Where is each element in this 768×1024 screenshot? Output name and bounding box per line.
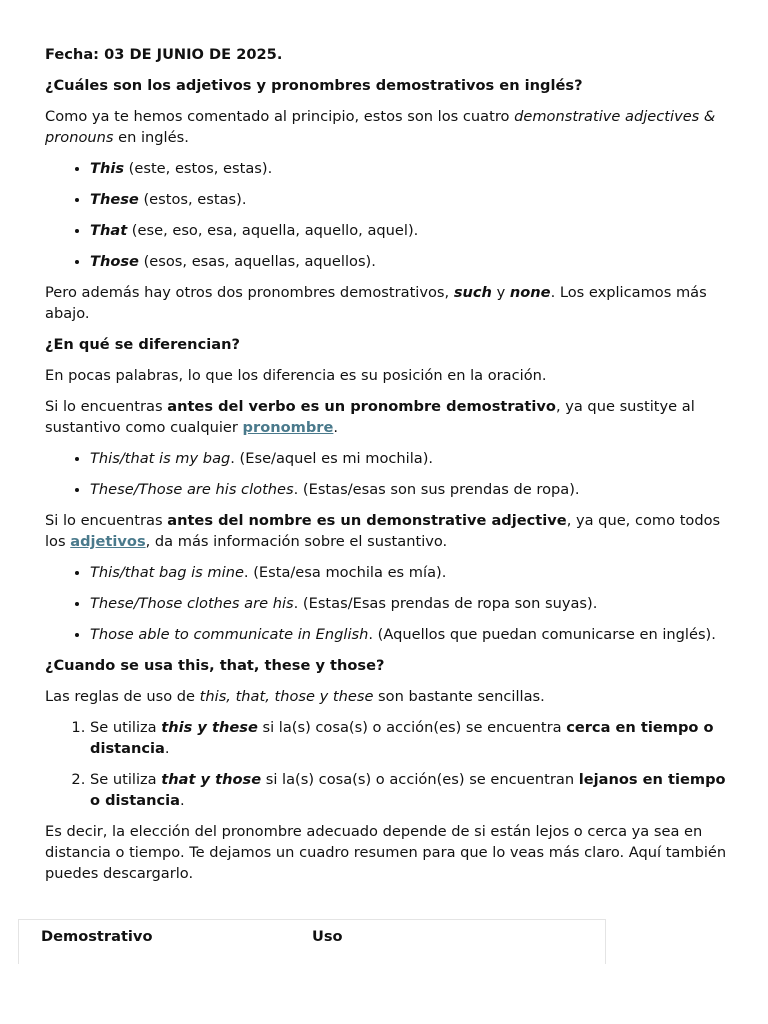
paragraph-text: . — [333, 419, 339, 436]
section-heading-cuando: ¿Cuando se usa this, that, these y those? — [45, 657, 385, 674]
rule-words: this y these — [161, 719, 258, 736]
example-english: This/that is my bag — [90, 450, 231, 467]
pronoun-paragraph — [45, 396, 727, 438]
pronoun-examples-list — [45, 448, 727, 500]
example-english: Those able to communicate in English — [90, 626, 369, 643]
paragraph-text: , ya que, como todos los — [45, 512, 721, 550]
section-heading-cuales: ¿Cuáles son los adjetivos y pronombres demostrativos en inglés? — [45, 77, 583, 94]
demonstrative-word: This — [90, 160, 125, 177]
rule-emphasis: lejanos en tiempo o distancia — [90, 771, 726, 809]
intro-paragraph — [45, 106, 727, 148]
rule-text: Se utiliza — [90, 719, 162, 736]
table-header-demostrativo: Demostrativo — [41, 928, 153, 945]
paragraph-bold: antes del nombre es un demonstrative adjective — [167, 512, 567, 529]
table-header-uso: Uso — [312, 928, 343, 945]
paragraph-text: Si lo encuentras — [45, 398, 168, 415]
list-item — [90, 479, 727, 500]
demonstratives-list — [45, 158, 727, 272]
intro-text-end: en inglés. — [113, 129, 189, 146]
list-item — [90, 251, 727, 272]
paragraph-text: y — [491, 284, 510, 301]
paragraph-text: Si lo encuentras — [45, 512, 168, 529]
example-english: This/that bag is mine — [90, 564, 244, 581]
list-item — [90, 448, 727, 469]
pronoun-none: none — [509, 284, 551, 301]
list-item — [90, 562, 727, 583]
rule-text: si la(s) cosa(s) o acción(es) se encuentra — [257, 719, 567, 736]
difference-paragraph: En pocas palabras, lo que los diferencia es su posición en la oración. — [45, 367, 547, 384]
rules-paragraph — [45, 686, 727, 707]
rule-words: that y those — [161, 771, 262, 788]
paragraph-text: son bastante sencillas. — [373, 688, 545, 705]
rule-text: . — [164, 740, 170, 757]
article-body — [45, 44, 727, 894]
article-date: Fecha: 03 DE JUNIO DE 2025. — [45, 46, 283, 63]
pronoun-such: such — [453, 284, 492, 301]
intro-italic: demonstrative adjectives & pronouns — [45, 108, 716, 146]
example-english: These/Those clothes are his — [90, 595, 294, 612]
example-translation: . (Ese/aquel es mi mochila). — [230, 450, 434, 467]
list-item — [90, 189, 727, 210]
pronombre-link[interactable]: pronombre — [242, 419, 334, 436]
paragraph-text: . Los explicamos más abajo. — [45, 284, 707, 322]
list-item — [90, 717, 727, 759]
paragraph-bold: antes del verbo es un pronombre demostrativo — [167, 398, 556, 415]
demonstrative-translation: (estos, estas). — [138, 191, 247, 208]
paragraph-text: Pero además hay otros dos pronombres demostrativos, — [45, 284, 454, 301]
section-heading-diferencian: ¿En qué se diferencian? — [45, 336, 240, 353]
example-english: These/Those are his clothes — [90, 481, 294, 498]
example-translation: . (Esta/esa mochila es mía). — [243, 564, 447, 581]
rule-text: si la(s) cosa(s) o acción(es) se encuentran — [261, 771, 579, 788]
paragraph-text: Las reglas de uso de — [45, 688, 200, 705]
list-item — [90, 220, 727, 241]
final-paragraph: Es decir, la elección del pronombre adecuado depende de si están lejos o cerca ya sea en distancia o tiempo. Te dejamos un cuadro resumen para que lo veas más claro. Aquí también puedes descargarlo. — [45, 823, 727, 882]
example-translation: . (Aquellos que puedan comunicarse en inglés). — [368, 626, 716, 643]
usage-rules-list — [45, 717, 727, 811]
demonstrative-translation: (esos, esas, aquellas, aquellos). — [138, 253, 376, 270]
list-item — [90, 158, 727, 179]
adjective-paragraph — [45, 510, 727, 552]
extra-pronouns-paragraph — [45, 282, 727, 324]
paragraph-italic: this, that, those y these — [199, 688, 374, 705]
demonstrative-word: That — [90, 222, 128, 239]
rule-text: . — [179, 792, 185, 809]
rule-text: Se utiliza — [90, 771, 162, 788]
adjetivos-link[interactable]: adjetivos — [70, 533, 146, 550]
list-item — [90, 769, 727, 811]
list-item — [90, 624, 727, 645]
demonstrative-word: These — [90, 191, 139, 208]
demonstrative-translation: (este, estos, estas). — [124, 160, 273, 177]
paragraph-text: , ya que sustitye al sustantivo como cualquier — [45, 398, 695, 436]
list-item — [90, 593, 727, 614]
example-translation: . (Estas/Esas prendas de ropa son suyas). — [293, 595, 598, 612]
summary-table — [18, 919, 606, 964]
adjective-examples-list — [45, 562, 727, 645]
paragraph-text: , da más información sobre el sustantivo. — [145, 533, 448, 550]
rule-emphasis: cerca en tiempo o distancia — [90, 719, 714, 757]
example-translation: . (Estas/esas son sus prendas de ropa). — [293, 481, 580, 498]
demonstrative-word: Those — [90, 253, 139, 270]
intro-text: Como ya te hemos comentado al principio, estos son los cuatro — [45, 108, 515, 125]
demonstrative-translation: (ese, eso, esa, aquella, aquello, aquel). — [127, 222, 419, 239]
